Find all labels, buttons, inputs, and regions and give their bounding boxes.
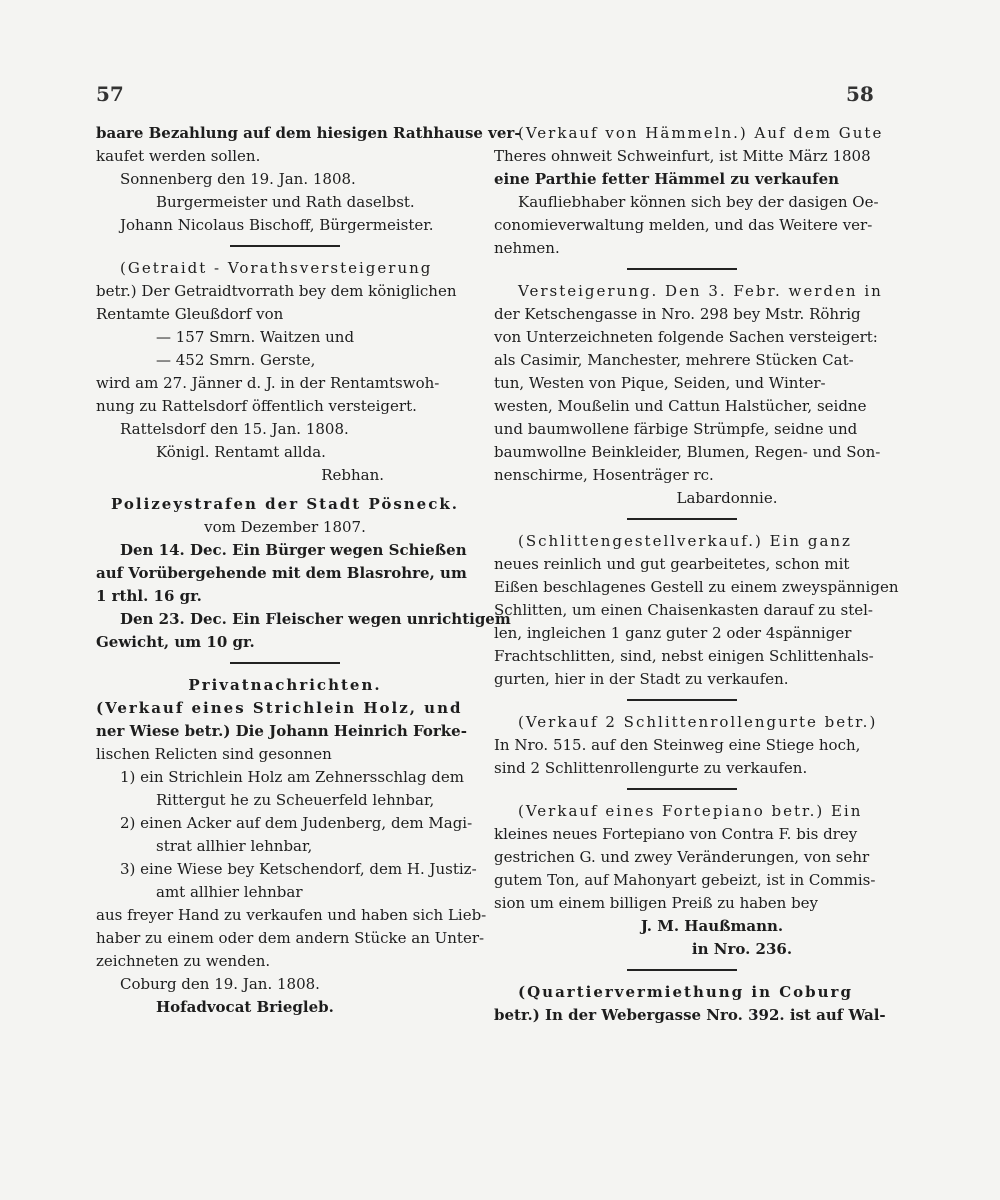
text-line: auf Vorübergehende mit dem Blasrohre, um bbox=[96, 564, 467, 582]
text-line: (Verkauf eines Strichlein Holz, und bbox=[96, 699, 463, 717]
text-line: Sonnenberg den 19. Jan. 1808. bbox=[120, 170, 356, 188]
text-line: Königl. Rentamt allda. bbox=[156, 443, 326, 461]
text-line: kleines neues Fortepiano von Contra F. bis drey bbox=[494, 825, 858, 843]
text-line: 1 rthl. 16 gr. bbox=[96, 587, 202, 605]
section-divider bbox=[627, 268, 737, 270]
text-line: Rebhan. bbox=[321, 466, 384, 484]
section-divider bbox=[230, 662, 340, 664]
left-column bbox=[96, 122, 521, 1019]
text-line: Kaufliebhaber können sich bey der dasigen Oe- bbox=[518, 193, 879, 211]
text-line: In Nro. 515. auf den Steinweg eine Stiege hoch, bbox=[494, 736, 861, 754]
text-line: nung zu Rattelsdorf öffentlich versteigert. bbox=[96, 397, 417, 415]
text-line: Theres ohnweit Schweinfurt, ist Mitte März 1808 bbox=[494, 147, 871, 165]
text-line: Frachtschlitten, sind, nebst einigen Schlittenhals- bbox=[494, 647, 874, 665]
section-heading: Privatnachrichten. bbox=[188, 676, 382, 694]
text-line: Schlitten, um einen Chaisenkasten darauf zu stel- bbox=[494, 601, 873, 619]
text-line: und baumwollene färbige Strümpfe, seidne und bbox=[494, 420, 858, 438]
text-line: westen, Moußelin und Cattun Halstücher, seidne bbox=[494, 397, 867, 415]
text-line: haber zu einem oder dem andern Stücke an Unter- bbox=[96, 929, 485, 947]
section-divider bbox=[627, 788, 737, 790]
text-line: vom Dezember 1807. bbox=[204, 518, 366, 536]
text-line: gutem Ton, auf Mahonyart gebeizt, ist in Commis- bbox=[494, 871, 876, 889]
text-line: 3) eine Wiese bey Ketschendorf, dem H. Justiz- bbox=[120, 860, 477, 878]
text-line: ner Wiese betr.) Die Johann Heinrich Forke- bbox=[96, 722, 467, 740]
text-line: lischen Relicten sind gesonnen bbox=[96, 745, 332, 763]
section-divider bbox=[627, 518, 737, 520]
text-line: (Verkauf eines Fortepiano betr.) Ein bbox=[518, 802, 863, 820]
section-divider bbox=[230, 245, 340, 247]
text-line: Versteigerung. Den 3. Febr. werden in bbox=[518, 282, 883, 300]
text-line: betr.) Der Getraidtvorrath bey dem königlichen bbox=[96, 282, 457, 300]
text-line: Burgermeister und Rath daselbst. bbox=[156, 193, 415, 211]
text-line: (Getraidt - Vorathsversteigerung bbox=[120, 259, 433, 277]
section-divider bbox=[627, 699, 737, 701]
text-line: Coburg den 19. Jan. 1808. bbox=[120, 975, 320, 993]
text-line: Den 23. Dec. Ein Fleischer wegen unrichtigem bbox=[120, 610, 511, 628]
text-line: Den 14. Dec. Ein Bürger wegen Schießen bbox=[120, 541, 467, 559]
text-line: gestrichen G. und zwey Veränderungen, von sehr bbox=[494, 848, 870, 866]
text-line: — 157 Smrn. Waitzen und bbox=[156, 328, 355, 346]
text-line: als Casimir, Manchester, mehrere Stücken Cat- bbox=[494, 351, 854, 369]
text-line: conomieverwaltung melden, und das Weitere ver- bbox=[494, 216, 873, 234]
text-line: len, ingleichen 1 ganz guter 2 oder 4spänniger bbox=[494, 624, 852, 642]
text-line: — 452 Smrn. Gerste, bbox=[156, 351, 316, 369]
text-line: 2) einen Acker auf dem Judenberg, dem Magi- bbox=[120, 814, 473, 832]
text-line: Labardonnie. bbox=[676, 489, 778, 507]
text-line: (Schlittengestellverkauf.) Ein ganz bbox=[518, 532, 852, 550]
text-line: eine Parthie fetter Hämmel zu verkaufen bbox=[494, 170, 840, 188]
text-line: betr.) In der Webergasse Nro. 392. ist auf Wal- bbox=[494, 1006, 886, 1024]
text-line: J. M. Haußmann. bbox=[640, 917, 784, 935]
text-line: Rittergut he zu Scheuerfeld lehnbar, bbox=[156, 791, 435, 809]
text-line: Johann Nicolaus Bischoff, Bürgermeister. bbox=[120, 216, 434, 234]
text-line: Rentamte Gleußdorf von bbox=[96, 305, 284, 323]
text-line: tun, Westen von Pique, Seiden, und Winter- bbox=[494, 374, 826, 392]
section-heading: Polizeystrafen der Stadt Pösneck. bbox=[111, 495, 459, 513]
text-line: sind 2 Schlittenrollengurte zu verkaufen. bbox=[494, 759, 808, 777]
text-line: Gewicht, um 10 gr. bbox=[96, 633, 255, 651]
text-line: Eißen beschlagenes Gestell zu einem zweyspännigen bbox=[494, 578, 899, 596]
text-line: baumwollne Beinkleider, Blumen, Regen- und Son- bbox=[494, 443, 881, 461]
text-line: gurten, hier in der Stadt zu verkaufen. bbox=[494, 670, 789, 688]
text-line: (Verkauf von Hämmeln.) Auf dem Gute bbox=[518, 124, 884, 142]
text-line: (Quartiervermiethung in Coburg bbox=[518, 983, 853, 1001]
text-line: wird am 27. Jänner d. J. in der Rentamtswoh- bbox=[96, 374, 440, 392]
right-column bbox=[494, 122, 899, 1027]
text-line: baare Bezahlung auf dem hiesigen Rathhause ver- bbox=[96, 124, 521, 142]
text-line: neues reinlich und gut gearbeitetes, schon mit bbox=[494, 555, 850, 573]
text-line: kaufet werden sollen. bbox=[96, 147, 261, 165]
left-page-number: 57 bbox=[96, 82, 124, 106]
text-line: in Nro. 236. bbox=[691, 940, 793, 958]
text-line: nenschirme, Hosenträger rc. bbox=[494, 466, 714, 484]
text-line: (Verkauf 2 Schlittenrollengurte betr.) bbox=[518, 713, 878, 731]
text-line: strat allhier lehnbar, bbox=[156, 837, 313, 855]
text-line: sion um einem billigen Preiß zu haben bey bbox=[494, 894, 819, 912]
text-line: Hofadvocat Brieglеb. bbox=[156, 998, 334, 1016]
text-line: von Unterzeichneten folgende Sachen versteigert: bbox=[494, 328, 878, 346]
text-line: 1) ein Strichlein Holz am Zehnersschlag dem bbox=[120, 768, 464, 786]
text-line: aus freyer Hand zu verkaufen und haben sich Lieb- bbox=[96, 906, 487, 924]
text-line: Rattelsdorf den 15. Jan. 1808. bbox=[120, 420, 349, 438]
section-divider bbox=[627, 969, 737, 971]
text-line: nehmen. bbox=[494, 239, 560, 257]
right-page-number: 58 bbox=[846, 82, 874, 106]
text-line: zeichneten zu wenden. bbox=[96, 952, 271, 970]
text-line: amt allhier lehnbar bbox=[156, 883, 303, 901]
text-line: der Ketschengasse in Nro. 298 bey Mstr. Röhrig bbox=[494, 305, 861, 323]
